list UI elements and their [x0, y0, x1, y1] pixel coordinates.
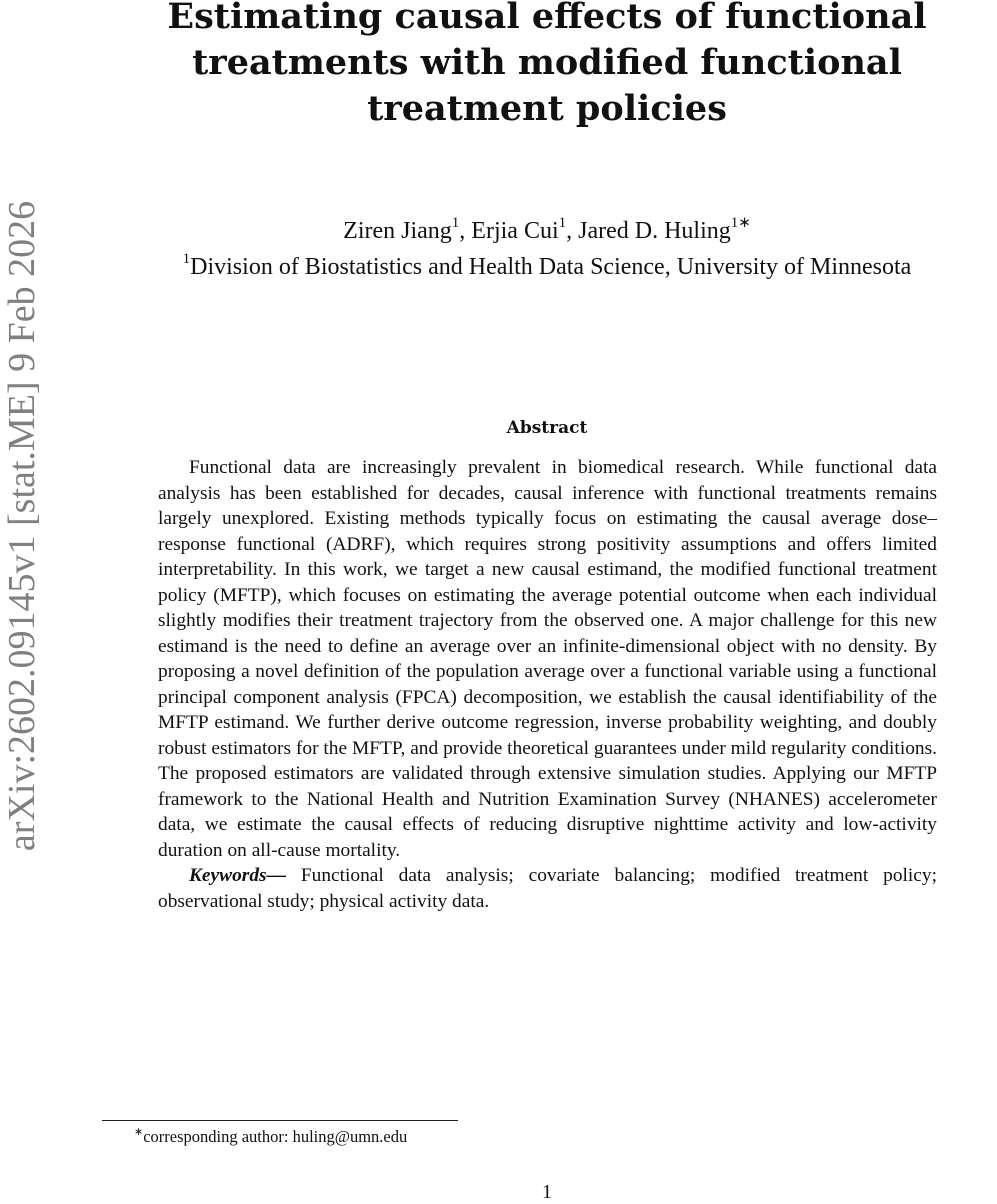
footnote-divider	[102, 1120, 458, 1121]
affiliation-mark: 1	[182, 251, 191, 267]
abstract-heading: Abstract	[506, 418, 588, 438]
author-separator: ,	[566, 218, 579, 244]
author-name: Ziren Jiang	[343, 218, 452, 244]
title-line-2: treatments with modified functional	[192, 42, 902, 83]
author-name: Erjia Cui	[471, 218, 559, 244]
page-number: 1	[542, 1181, 552, 1203]
keywords-paragraph	[158, 863, 937, 914]
affiliation-text: Division of Biostatistics and Health Data Science, University of Minnesota	[190, 254, 912, 280]
keywords-label: Keywords—	[189, 865, 286, 886]
arxiv-identifier-text: arXiv:2602.09145v1 [stat.ME] 9 Feb 2026	[1, 200, 43, 852]
arxiv-identifier-stamp	[0, 193, 44, 859]
author-separator: ,	[459, 218, 472, 244]
keywords-text: Functional data analysis; covariate balancing; modified treatment policy; observational study; physical activity data.	[158, 865, 937, 912]
author-name: Jared D. Huling	[578, 218, 731, 244]
affiliation	[100, 252, 994, 282]
paper-title	[100, 0, 994, 132]
title-line-1: Estimating causal effects of functional	[167, 0, 927, 37]
abstract-section	[158, 455, 937, 914]
author-list	[100, 216, 994, 246]
author-affiliation-mark: 1∗	[730, 215, 751, 231]
footnote-text: corresponding author: huling@umn.edu	[143, 1127, 408, 1146]
abstract-text: Functional data are increasingly prevalent in biomedical research. While functional data analysis has been established for decades, causal inference with functional treatments remains largely unexplored. Existing methods typically focus on estimating the causal average dose–response functional (ADRF), which requires strong positivity assumptions and offers limited interpretability. In this work, we target a new causal estimand, the modified functional treatment policy (MFTP), which focuses on estimating the average potential outcome when each individual slightly modifies their treatment trajectory from the observed one. A major challenge for this new estimand is the need to define an average over an infinite-dimensional object with no density. By proposing a novel definition of the population average over a functional variable using a functional principal component analysis (FPCA) decomposition, we establish the causal identifiability of the MFTP estimand. We further derive outcome regression, inverse probability weighting, and doubly robust estimators for the MFTP, and provide theoretical guarantees under mild regularity conditions. The proposed estimators are validated through extensive simulation studies. Applying our MFTP framework to the National Health and Nutrition Examination Survey (NHANES) accelerometer data, we estimate the causal effects of reducing disruptive nighttime activity and low-activity duration on all-cause mortality.	[158, 457, 937, 861]
footnote	[134, 1126, 407, 1148]
footnote-mark: ∗	[134, 1125, 144, 1138]
author-affiliation-mark: 1	[558, 215, 567, 231]
author-affiliation-mark: 1	[451, 215, 460, 231]
title-line-3: treatment policies	[367, 88, 727, 129]
